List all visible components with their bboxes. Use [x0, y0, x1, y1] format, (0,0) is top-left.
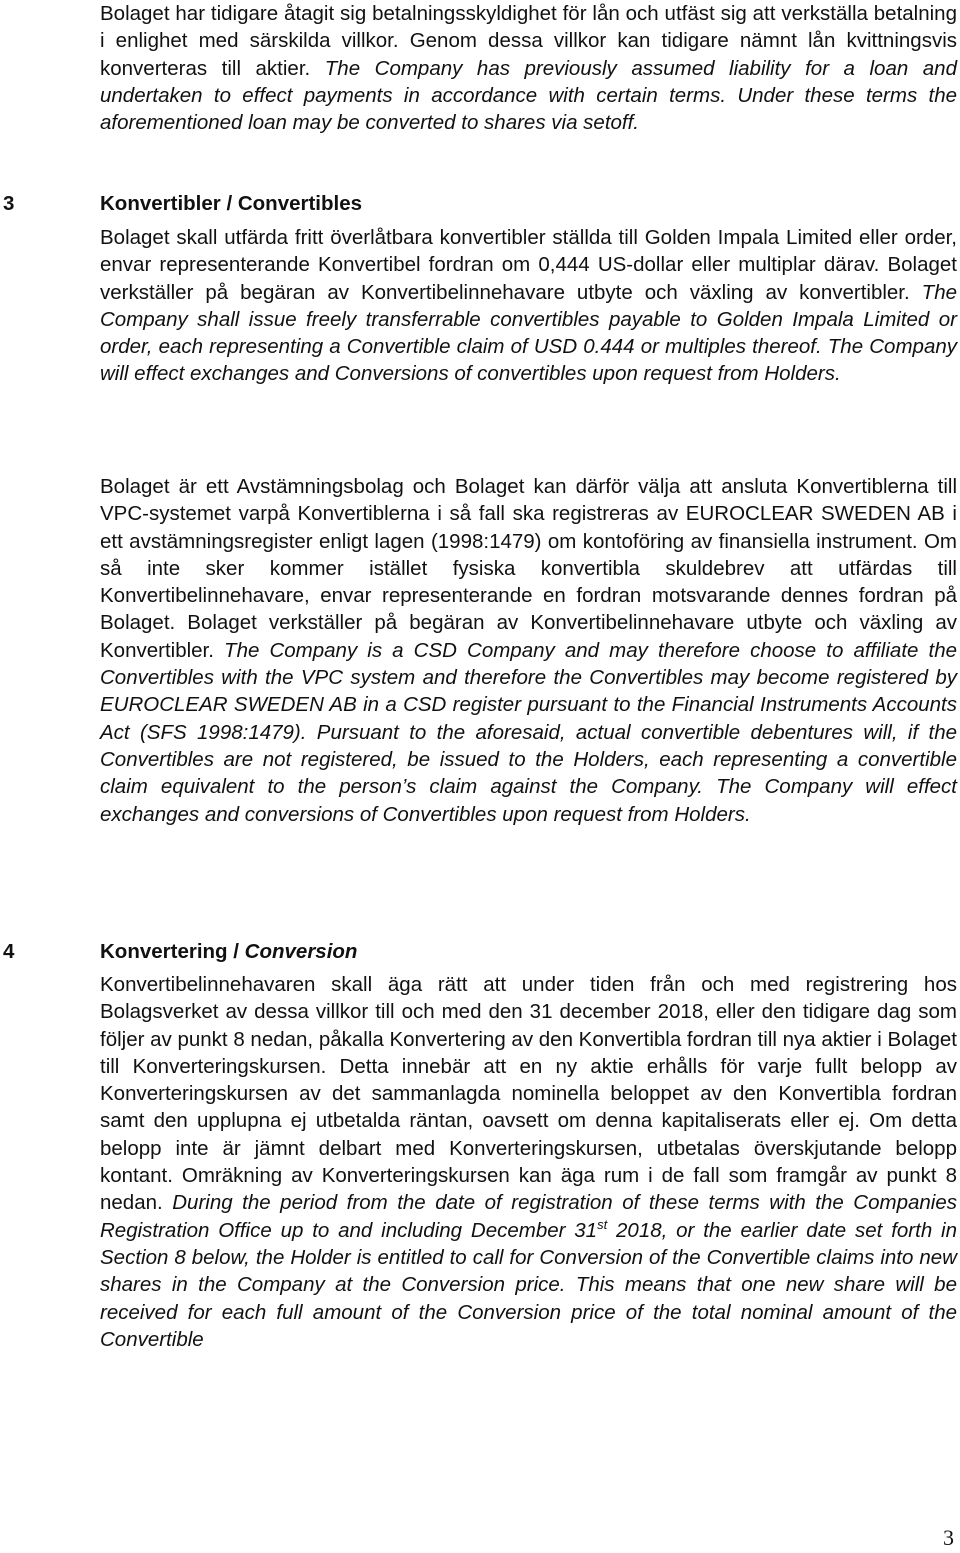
section-3-p1-english: The Company shall issue freely transferrable convertibles payable to Golden Impala Limited or order, each representing a Convertible claim of USD 0.444 or multiples thereof. The Company will effect exchanges and Conversions of convertibles upon request from Holders. [100, 280, 957, 386]
section-3-number: 3 [3, 192, 15, 215]
section-4-paragraph-1 [100, 971, 957, 1353]
section-3-title-english: Convertibles [237, 192, 363, 215]
section-4-p1-english [100, 1191, 957, 1350]
section-3-p1-swedish: Bolaget skall utfärda fritt överlåtbara konvertibler ställda till Golden Impala Limited eller order, envar representerande Konvertibel fordran om 0,444 US-dollar eller multiplar därav. Bolaget verkställer på begäran av Konvertibelinnehavare utbyte och växling av konvertibler. [100, 226, 957, 304]
intro-paragraph [100, 0, 957, 136]
section-4-number: 4 [3, 940, 15, 963]
section-4-title-english: Conversion [244, 940, 358, 963]
section-4-title [100, 938, 357, 965]
section-4-p1-english-part1: During the period from the date of registration of these terms with the Companies Registration Office up to and including December 31 [100, 1191, 957, 1242]
page-number: 3 [943, 1525, 954, 1550]
section-4-p1-english-part2: 2018, or the earlier date set forth in Section 8 below, the Holder is entitled to call for Conversion of the Convertible claims into new shares in the Company at the Conversion price. This means that one new share will be received for each full amount of the Conversion price of the total nominal amount of the Convertible [100, 1218, 957, 1351]
section-4-p1-swedish: Konvertibelinnehavaren skall äga rätt att under tiden från och med registrering hos Bolagsverket av dessa villkor till och med den 31 december 2018, eller den tidigare dag som följer av punkt 8 nedan, påkalla Konvertering av den Konvertibla fordran till nya aktier i Bolaget till Konverteringskursen. Detta innebär att en ny aktie erhålls för varje fullt belopp av Konverteringskursen av det sammanlagda nominella beloppet av den Konvertibla fordran samt den upplupna ej utbetalda räntan, oavsett om denna kapitaliserats eller ej. Om detta belopp inte är jämnt delbart med Konverteringskursen, utbetalas överskjutande belopp kontant. Omräkning av Konverteringskursen kan äga rum i de fall som framgår av punkt 8 nedan. [100, 973, 957, 1215]
section-3-paragraph-2 [100, 473, 957, 828]
intro-english-text: The Company has previously assumed liability for a loan and undertaken to effect payments in accordance with certain terms. Under these terms the aforementioned loan may be converted to shares via setoff. [100, 56, 957, 135]
section-3-title-swedish: Konvertibler / [100, 192, 238, 215]
ordinal-superscript: st [597, 1216, 608, 1232]
intro-swedish-text: Bolaget har tidigare åtagit sig betalningsskyldighet för lån och utfäst sig att verkställa betalning i enlighet med särskilda villkor. Genom dessa villkor kan tidigare nämnt lån kvittningsvis konverteras till aktier. [100, 2, 957, 80]
section-3-p2-swedish: Bolaget är ett Avstämningsbolag och Bolaget kan därför välja att ansluta Konvertiblerna till VPC-systemet varpå Konvertiblerna i så fall ska registreras av EUROCLEAR SWEDEN AB i ett avstämningsregister enligt lagen (1998:1479) om kontoföring av finansiella instrument. Om så inte sker kommer istället fysiska konvertibla skuldebrev att utfärdas till Konvertibelinnehavare, envar representerande en fordran motsvarande dennes fordran på Bolaget. Bolaget verkställer på begäran av Konvertibelinnehavare utbyte och växling av Konvertibler. [100, 475, 957, 662]
section-3-p2-english: The Company is a CSD Company and may therefore choose to affiliate the Convertibles with the VPC system and therefore the Convertibles may become registered by EUROCLEAR SWEDEN AB in a CSD register pursuant to the Financial Instruments Accounts Act (SFS 1998:1479). Pursuant to the aforesaid, actual convertible debentures will, if the Convertibles are not registered, be issued to the Holders, each representing a convertible claim equivalent to the person’s claim against the Company. The Company will effect exchanges and conversions of Convertibles upon request from Holders. [100, 638, 957, 826]
section-3-title [100, 190, 362, 217]
section-4-title-swedish: Konvertering / [100, 940, 245, 963]
section-3-paragraph-1 [100, 224, 957, 388]
